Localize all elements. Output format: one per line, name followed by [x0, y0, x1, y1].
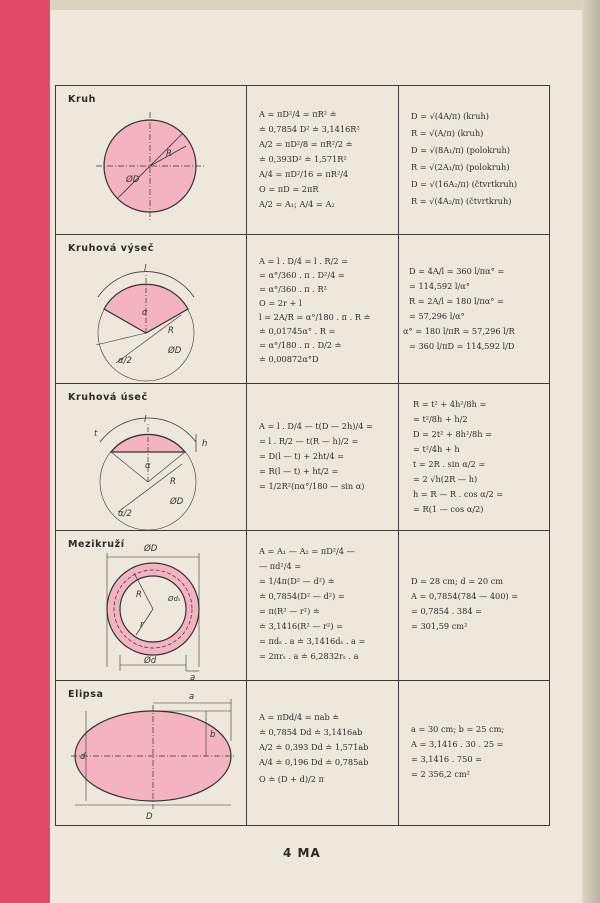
formula-line: A = l . D/4 — t(D — 2h)/4 =: [259, 421, 373, 431]
outer-diameter-label: ØD: [144, 544, 158, 554]
inner-radius-label: r: [140, 620, 144, 630]
formula-line: = 1/4π(D² — d²) ≐: [259, 576, 335, 586]
formula-line: R = 2A/l = 180 l/πα° =: [409, 296, 504, 306]
formula-line: A/2 = A₁; A/4 = A₂: [259, 199, 335, 209]
formula-line: = R(l — t) + ht/2 =: [259, 466, 339, 476]
outer-radius-label: R: [136, 590, 142, 600]
formula-line: A = A₁ — A₂ = πD²/4 —: [259, 546, 355, 556]
sector-figure: [56, 235, 247, 384]
formula-line: = 114,592 l/α°: [409, 281, 470, 291]
formula-line: ≐ 0,00872α°D: [259, 354, 319, 364]
formulas-left-vysec: [247, 235, 399, 383]
section-title: Kruh: [68, 94, 96, 105]
formula-line: R = √(2A₁/π) (polokruh): [411, 162, 510, 172]
formula-line: D = √(4A/π) (kruh): [411, 111, 489, 121]
formulas-left-elipsa: [247, 681, 399, 825]
formula-line: l = 2A/R = α°/180 . π . R ≐: [259, 312, 371, 322]
formula-line: = t²/8h + h/2: [413, 414, 468, 424]
formula-line: = α°/360 . π . R²: [259, 284, 327, 294]
formulas-right-vysec: [399, 235, 549, 383]
figure-cell-mezikruzi: [56, 531, 247, 680]
formula-line: ≐ 0,7854 Dd ≐ 3,1416ab: [259, 727, 363, 737]
formula-line: D = 4A/l = 360 l/πα° =: [409, 266, 505, 276]
formula-line: D = 2t² + 8h²/8h =: [413, 429, 492, 439]
formula-line: ≐ 0,01745α° . R =: [259, 326, 336, 336]
formula-line: O = 2r + l: [259, 298, 302, 308]
formula-line: = πdₛ . a ≐ 3,1416dₛ . a =: [259, 636, 366, 646]
semi-minor-label: b: [210, 730, 216, 740]
book-gutter: [582, 0, 600, 903]
figure-cell-vysec: [56, 235, 247, 383]
half-angle-label: α/2: [118, 356, 132, 366]
formulas-right-usec: [399, 384, 549, 530]
formula-line: O = πD = 2πR: [259, 184, 319, 194]
figure-cell-usec: [56, 384, 247, 530]
section-title: Kruhová výseč: [68, 243, 154, 254]
ellipse-figure: [56, 681, 247, 825]
formula-line: = R(1 — cos α/2): [413, 504, 484, 514]
formula-line: = 360 l/πD = 114,592 l/D: [409, 341, 515, 351]
formula-line: = l . R/2 — t(R — h)/2 =: [259, 436, 359, 446]
formula-line: = α°/360 . π . D²/4 =: [259, 270, 345, 280]
formula-line: ≐ 3,1416(R² — r²) =: [259, 621, 343, 631]
formula-line: A = l . D/4 = l . R/2 =: [259, 256, 349, 266]
formula-line: ≐ 0,393D² ≐ 1,571R²: [259, 154, 347, 164]
formula-line: R = √(A/π) (kruh): [411, 128, 484, 138]
formula-line: A = πDd/4 = πab ≐: [259, 712, 340, 722]
diameter-label: ØD: [170, 497, 184, 507]
page-number: 4 MA: [283, 846, 321, 860]
formula-line: O ≐ (D + d)/2 π: [259, 774, 324, 784]
formula-line: = 2 356,2 cm²: [411, 769, 470, 779]
major-axis-label: D: [146, 812, 153, 822]
row-elipsa: [56, 681, 549, 825]
arc-label: l: [144, 264, 147, 274]
formulas-right-kruh: [399, 86, 549, 234]
minor-axis-label: d: [80, 752, 86, 762]
formula-line: = α°/180 . π . D/2 ≐: [259, 340, 342, 350]
formula-line: A/4 = πD²/16 = πR²/4: [259, 169, 349, 179]
semi-major-label: a: [189, 692, 195, 702]
arc-label: l: [144, 415, 147, 425]
section-title: Mezikruží: [68, 539, 125, 550]
row-mezikruzi: [56, 531, 549, 681]
formula-line: ≐ 0,7854 D² ≐ 3,1416R²: [259, 124, 360, 134]
section-title: Elipsa: [68, 689, 104, 700]
diameter-label: ØD: [168, 346, 182, 356]
formula-line: = 2 √h(2R — h): [413, 474, 478, 484]
formula-line: A/2 ≐ 0,393 Dd ≐ 1,571ab: [259, 742, 369, 752]
formula-line: D = √(8A₁/π) (polokruh): [411, 145, 510, 155]
radius-label: R: [168, 326, 174, 336]
formula-line: α° = 180 l/πR = 57,296 l/R: [403, 326, 515, 336]
chord-label: t: [94, 429, 98, 439]
formula-line: — πd²/4 =: [259, 561, 302, 571]
red-margin-bar: [0, 0, 50, 903]
inner-diameter-label: Ød: [144, 656, 157, 666]
formula-line: = 2πrₛ . a ≐ 6,2832rₛ . a: [259, 651, 359, 661]
annulus-figure: [56, 531, 247, 681]
formula-line: = t²/4h + h: [413, 444, 460, 454]
formula-line: = π(R² — r²) ≐: [259, 606, 320, 616]
formula-line: = 57,296 l/α°: [409, 311, 465, 321]
half-angle-label: α/2: [118, 509, 132, 519]
row-kruhova-vysec: [56, 235, 549, 384]
formula-line: A/4 ≐ 0,196 Dd ≐ 0,785ab: [259, 757, 369, 767]
row-kruh: [56, 86, 549, 235]
formula-line: h = R — R . cos α/2 =: [413, 489, 504, 499]
formulas-left-usec: [247, 384, 399, 530]
circle-figure: [56, 86, 247, 235]
formula-line: t = 2R . sin α/2 =: [413, 459, 486, 469]
formula-line: = D(l — t) + 2ht/4 =: [259, 451, 344, 461]
formula-line: A = 0,7854(784 — 400) =: [411, 591, 519, 601]
segment-figure: [56, 384, 247, 531]
formula-line: a = 30 cm; b = 25 cm;: [411, 724, 505, 734]
row-kruhova-usec: [56, 384, 549, 531]
top-strip: [50, 0, 582, 10]
angle-label: α: [145, 461, 151, 471]
formulas-right-mezikruzi: [399, 531, 549, 680]
formula-line: = 1/2R²(πα°/180 — sin α): [259, 481, 365, 491]
radius-label: R: [166, 149, 172, 159]
figure-cell-elipsa: [56, 681, 247, 825]
width-label: a: [190, 673, 196, 681]
height-label: h: [202, 439, 208, 449]
formulas-left-mezikruzi: [247, 531, 399, 680]
mean-diameter-label: Ødₛ: [168, 595, 181, 603]
formula-line: A/2 = πD²/8 = πR²/2 ≐: [259, 139, 353, 149]
formula-line: R = t² + 4h²/8h =: [413, 399, 487, 409]
formula-line: = 0,7854 . 384 =: [411, 606, 483, 616]
formula-line: = 301,59 cm²: [411, 621, 468, 631]
formula-line: ≐ 0,7854(D² — d²) =: [259, 591, 345, 601]
formula-line: R = √(4A₂/π) (čtvrtkruh): [411, 196, 512, 206]
formulas-left-kruh: [247, 86, 399, 234]
figure-cell-kruh: [56, 86, 247, 234]
formula-line: D = 28 cm; d = 20 cm: [411, 576, 504, 586]
formulas-right-elipsa: [399, 681, 549, 825]
formula-line: A = πD²/4 = πR² ≐: [259, 109, 337, 119]
diameter-label: ØD: [126, 175, 140, 185]
section-title: Kruhová úseč: [68, 392, 148, 403]
formula-line: = 3,1416 . 750 =: [411, 754, 483, 764]
formula-table: [55, 85, 550, 826]
formula-line: A = 3,1416 . 30 . 25 =: [411, 739, 504, 749]
angle-label: α: [142, 308, 148, 318]
formula-line: D = √(16A₂/π) (čtvrtkruh): [411, 179, 518, 189]
radius-label: R: [170, 477, 176, 487]
